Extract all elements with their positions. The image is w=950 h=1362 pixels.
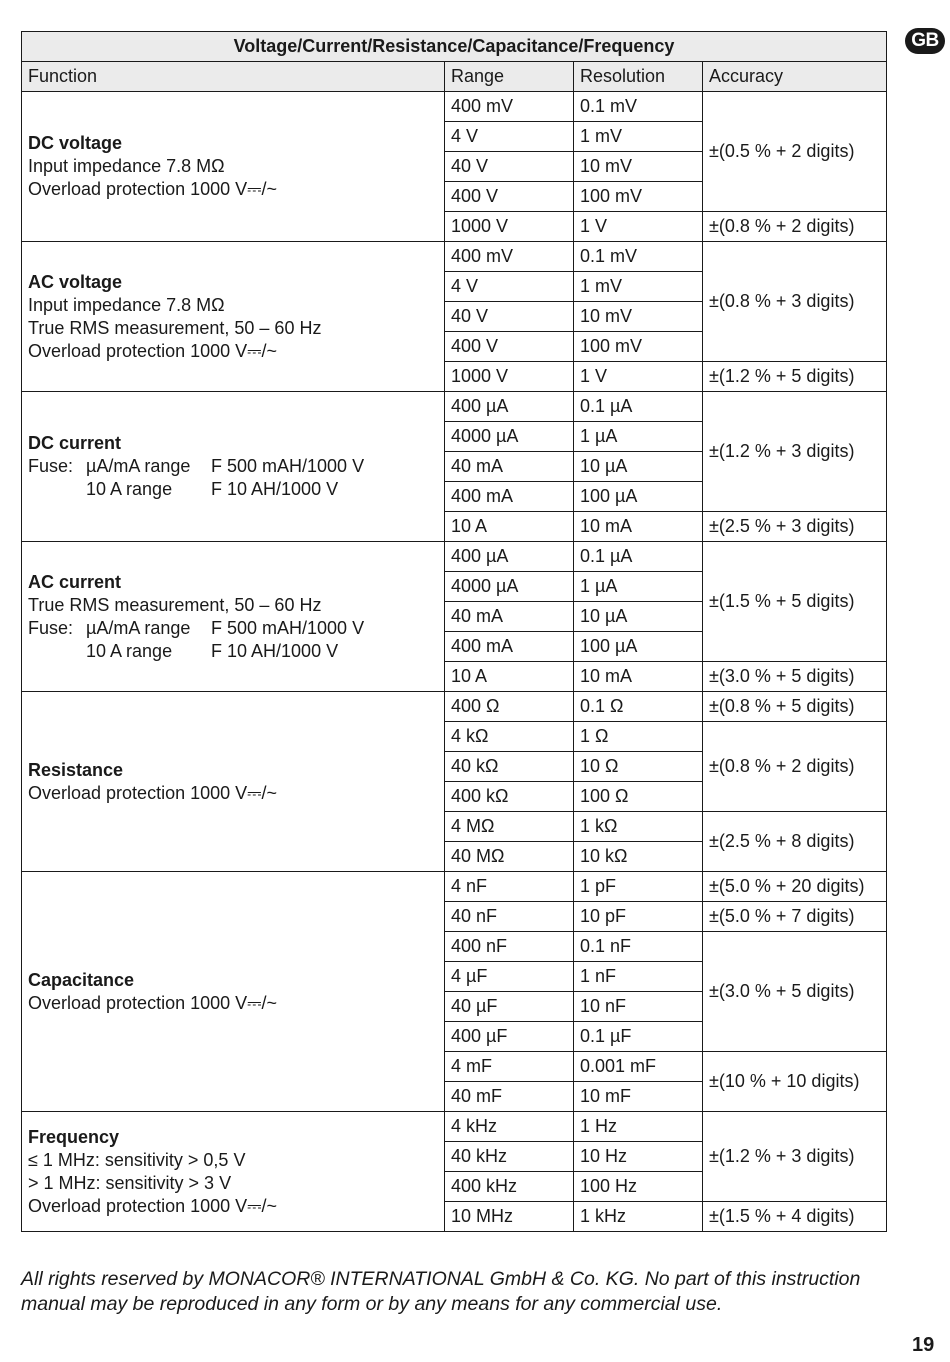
range-cell: 400 mV [445,242,574,272]
range-cell: 4 µF [445,962,574,992]
resolution-cell: 10 Ω [574,752,703,782]
column-header-accuracy: Accuracy [703,62,887,92]
function-dc-voltage [22,92,445,242]
range-cell: 400 V [445,332,574,362]
range-cell: 40 mF [445,1082,574,1112]
table-row [22,392,887,422]
fuse-range: µA/mA range [86,456,191,476]
specifications-table [21,31,887,1232]
function-dc-current [22,392,445,542]
range-cell: 4 nF [445,872,574,902]
fuse-value: F 10 AH/1000 V [211,479,339,499]
range-cell: 4 V [445,122,574,152]
table-row [22,92,887,122]
fuse-info [28,455,444,501]
language-badge: GB [905,28,945,54]
table-row [22,242,887,272]
function-name: Capacitance [28,969,135,990]
range-cell: 4 kΩ [445,722,574,752]
function-detail: Overload protection 1000 V⎓/~ [28,179,278,199]
resolution-cell: 10 kΩ [574,842,703,872]
resolution-cell: 1 nF [574,962,703,992]
function-capacitance [22,872,445,1112]
function-name: AC current [28,571,122,592]
fuse-info [28,617,444,663]
resolution-cell: 100 mV [574,332,703,362]
resolution-cell: 10 µA [574,452,703,482]
resolution-cell: 1 Hz [574,1112,703,1142]
column-header-range: Range [445,62,574,92]
range-cell: 400 kΩ [445,782,574,812]
function-detail: Overload protection 1000 V⎓/~ [28,992,278,1013]
table-row [22,542,887,572]
page-number: 19 [912,1334,935,1356]
fuse-range: µA/mA range [86,617,191,638]
range-cell: 400 µF [445,1022,574,1052]
resolution-cell: 0.1 µA [574,392,703,422]
resolution-cell: 1 pF [574,872,703,902]
accuracy-cell: ±(0.8 % + 3 digits) [703,242,887,362]
fuse-range: 10 A range [86,640,173,661]
column-header-function: Function [22,62,445,92]
resolution-cell: 10 nF [574,992,703,1022]
accuracy-cell: ±(0.8 % + 2 digits) [703,212,887,242]
column-header-resolution: Resolution [574,62,703,92]
resolution-cell: 1 µA [574,572,703,602]
range-cell: 4 V [445,272,574,302]
range-cell: 4 kHz [445,1112,574,1142]
function-detail: Input impedance 7.8 MΩ [28,294,225,315]
resolution-cell: 0.1 mV [574,242,703,272]
resolution-cell: 1 Ω [574,722,703,752]
copyright-line: manual may be reproduced in any form or by any means for any commercial use. [21,1293,723,1315]
resolution-cell: 0.1 Ω [574,692,703,722]
range-cell: 400 kHz [445,1172,574,1202]
function-resistance [22,692,445,872]
range-cell: 40 mA [445,452,574,482]
accuracy-cell: ±(0.5 % + 2 digits) [703,92,887,212]
range-cell: 4 MΩ [445,812,574,842]
accuracy-cell: ±(0.8 % + 5 digits) [703,692,887,722]
range-cell: 1000 V [445,212,574,242]
range-cell: 400 Ω [445,692,574,722]
range-cell: 400 µA [445,392,574,422]
fuse-value: F 500 mAH/1000 V [211,456,365,476]
resolution-cell: 1 kHz [574,1202,703,1232]
resolution-cell: 100 µA [574,482,703,512]
range-cell: 400 mA [445,482,574,512]
resolution-cell: 10 mA [574,512,703,542]
resolution-cell: 1 V [574,362,703,392]
table-row [22,872,887,902]
function-detail: ≤ 1 MHz: sensitivity > 0,5 V [28,1149,246,1170]
accuracy-cell: ±(1.2 % + 3 digits) [703,1112,887,1202]
range-cell: 40 nF [445,902,574,932]
range-cell: 40 MΩ [445,842,574,872]
resolution-cell: 0.1 nF [574,932,703,962]
accuracy-cell: ±(2.5 % + 8 digits) [703,812,887,872]
range-cell: 40 µF [445,992,574,1022]
range-cell: 10 MHz [445,1202,574,1232]
accuracy-cell: ±(5.0 % + 20 digits) [703,872,887,902]
range-cell: 400 nF [445,932,574,962]
resolution-cell: 100 mV [574,182,703,212]
resolution-cell: 1 mV [574,122,703,152]
fuse-label: Fuse: [28,617,74,638]
function-frequency [22,1112,445,1232]
accuracy-cell: ±(1.2 % + 5 digits) [703,362,887,392]
function-ac-current [22,542,445,692]
fuse-value: F 500 mAH/1000 V [211,617,365,638]
range-cell: 400 mV [445,92,574,122]
accuracy-cell: ±(1.5 % + 4 digits) [703,1202,887,1232]
accuracy-cell: ±(1.5 % + 5 digits) [703,542,887,662]
function-name: AC voltage [28,271,123,292]
fuse-label: Fuse: [28,456,74,476]
fuse-value: F 10 AH/1000 V [211,640,339,661]
resolution-cell: 1 kΩ [574,812,703,842]
function-name: Frequency [28,1126,120,1147]
range-cell: 400 mA [445,632,574,662]
resolution-cell: 10 mV [574,302,703,332]
function-detail: Overload protection 1000 V⎓/~ [28,782,278,803]
function-detail: Overload protection 1000 V⎓/~ [28,340,278,361]
resolution-cell: 0.1 µA [574,542,703,572]
range-cell: 10 A [445,662,574,692]
accuracy-cell: ±(1.2 % + 3 digits) [703,392,887,512]
resolution-cell: 10 pF [574,902,703,932]
range-cell: 4 mF [445,1052,574,1082]
accuracy-cell: ±(5.0 % + 7 digits) [703,902,887,932]
function-name: Resistance [28,759,124,780]
range-cell: 400 V [445,182,574,212]
resolution-cell: 10 mV [574,152,703,182]
copyright-notice [21,1267,901,1317]
resolution-cell: 0.1 mV [574,92,703,122]
resolution-cell: 100 µA [574,632,703,662]
fuse-range: 10 A range [86,479,173,499]
accuracy-cell: ±(3.0 % + 5 digits) [703,932,887,1052]
range-cell: 40 kΩ [445,752,574,782]
function-detail: Input impedance 7.8 MΩ [28,156,225,176]
function-name: DC voltage [28,133,123,153]
range-cell: 4000 µA [445,422,574,452]
accuracy-cell: ±(0.8 % + 2 digits) [703,722,887,812]
resolution-cell: 0.1 µF [574,1022,703,1052]
resolution-cell: 100 Hz [574,1172,703,1202]
resolution-cell: 10 µA [574,602,703,632]
resolution-cell: 1 V [574,212,703,242]
resolution-cell: 1 mV [574,272,703,302]
function-detail: > 1 MHz: sensitivity > 3 V [28,1172,232,1193]
accuracy-cell: ±(10 % + 10 digits) [703,1052,887,1112]
range-cell: 40 V [445,302,574,332]
function-detail: Overload protection 1000 V⎓/~ [28,1195,278,1216]
accuracy-cell: ±(3.0 % + 5 digits) [703,662,887,692]
resolution-cell: 10 mF [574,1082,703,1112]
copyright-line: All rights reserved by MONACOR® INTERNATIONAL GmbH & Co. KG. No part of this instruction [21,1268,861,1290]
function-ac-voltage [22,242,445,392]
range-cell: 40 mA [445,602,574,632]
resolution-cell: 1 µA [574,422,703,452]
resolution-cell: 10 Hz [574,1142,703,1172]
resolution-cell: 100 Ω [574,782,703,812]
range-cell: 1000 V [445,362,574,392]
range-cell: 40 V [445,152,574,182]
table-row [22,692,887,722]
table-title: Voltage/Current/Resistance/Capacitance/Frequency [22,32,887,62]
accuracy-cell: ±(2.5 % + 3 digits) [703,512,887,542]
table-row [22,1112,887,1142]
function-detail: True RMS measurement, 50 – 60 Hz [28,594,322,615]
range-cell: 40 kHz [445,1142,574,1172]
resolution-cell: 0.001 mF [574,1052,703,1082]
range-cell: 4000 µA [445,572,574,602]
range-cell: 400 µA [445,542,574,572]
header-row [22,62,887,92]
range-cell: 10 A [445,512,574,542]
function-name: DC current [28,433,122,453]
resolution-cell: 10 mA [574,662,703,692]
function-detail: True RMS measurement, 50 – 60 Hz [28,317,322,338]
